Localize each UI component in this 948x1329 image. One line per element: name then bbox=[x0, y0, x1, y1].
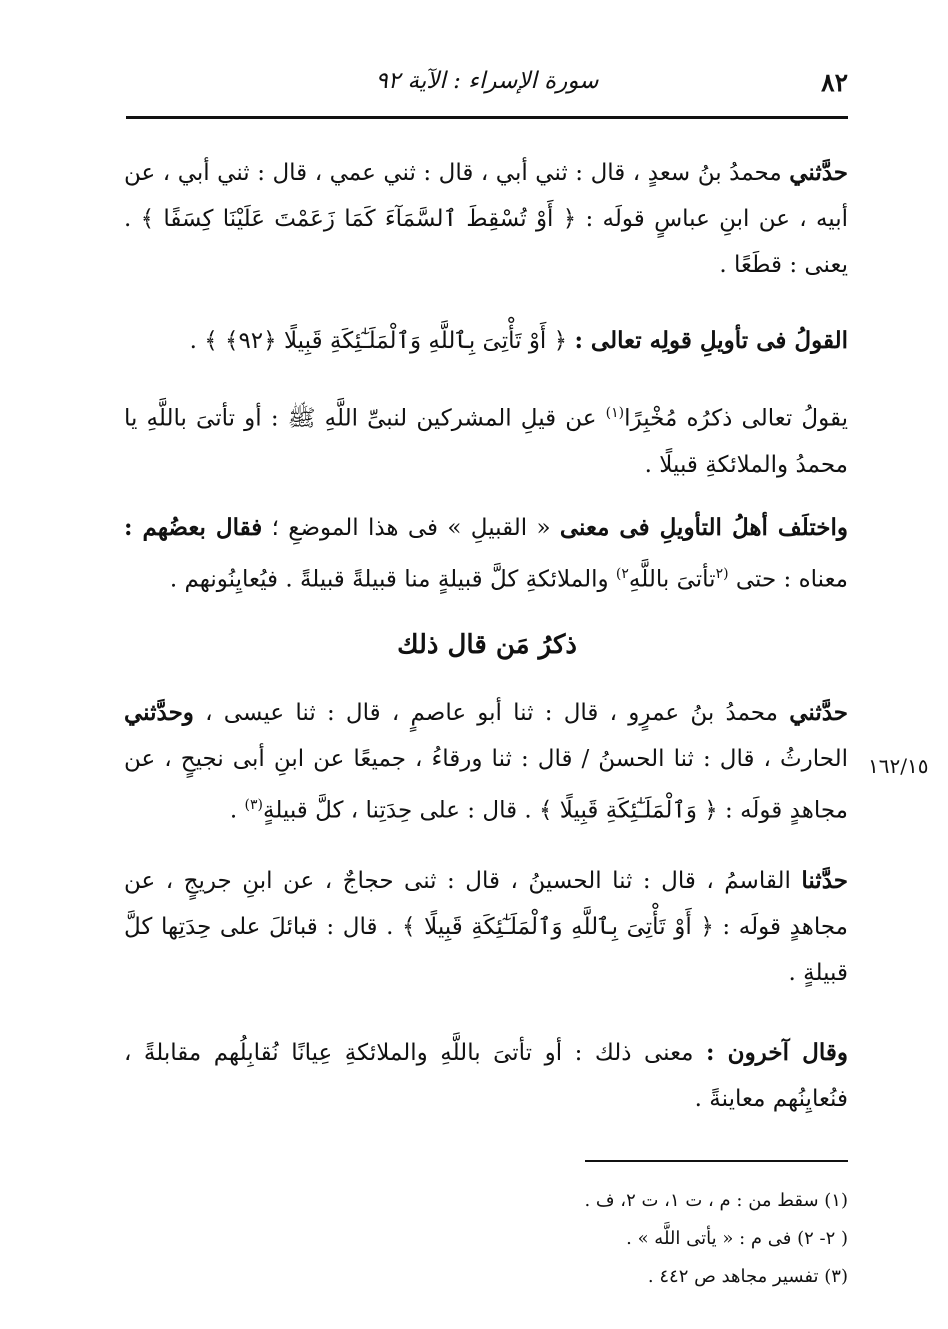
paragraph-3 bbox=[124, 390, 848, 488]
isnad-lead: حدَّثني bbox=[789, 159, 849, 186]
footnote-marker-open: (٢ bbox=[715, 566, 729, 582]
quran-verse: ﴿ وَٱلْمَلَـٰٓئِكَةِ قَبِيلًا ﴾ bbox=[539, 797, 718, 824]
paragraph-1 bbox=[124, 150, 848, 288]
margin-reference: ١٦٢/١٥ bbox=[868, 754, 929, 778]
paragraph-text: والملائكةِ كلَّ قبيلةٍ منا قبيلةً قبيلةً . فيُعايِنُونهم . bbox=[169, 566, 609, 593]
paragraph-text: الحارثُ ، قال : ثنا الحسنُ / قال : ثنا ورقاءُ ، جميعًا عن ابنِ أبى نجيحٍ ، عن مجاهدٍ قولَه : bbox=[124, 746, 848, 824]
footnote-marker: (٣) bbox=[244, 797, 263, 813]
paragraph-text: عن قيلِ المشركين لنبىِّ اللَّهِ ﷺ : أو تأتىَ باللَّهِ يا محمدُ والملائكةِ قبيلًا . bbox=[124, 405, 848, 478]
paragraph-text: تأتىَ باللَّهِ bbox=[628, 566, 716, 593]
paragraph-text: . bbox=[229, 797, 238, 824]
section-lead: القولُ فى تأويلِ قولِه تعالى : bbox=[574, 327, 848, 354]
footnote-marker: (١) bbox=[605, 405, 625, 421]
paragraph-2 bbox=[124, 318, 848, 364]
paragraph-text: يقولُ تعالى ذكرُه مُخْبِرًا bbox=[624, 405, 849, 432]
section-lead: واختلَف أهلُ التأويلِ فى معنى bbox=[559, 514, 848, 541]
paragraph-6 bbox=[124, 858, 848, 996]
isnad-lead: حدَّثنا bbox=[801, 867, 848, 894]
paragraph-4 bbox=[124, 505, 848, 603]
paragraph-text: معناه : حتى bbox=[735, 566, 848, 593]
section-lead-2: فقال بعضُهم : bbox=[124, 514, 263, 541]
footnote-1: (١) سقط من : م ، ت ١، ت ٢، ف . bbox=[584, 1190, 848, 1211]
paragraph-text: معنى ذلك : أو تأتىَ باللَّهِ والملائكةِ عِيانًا نُقابِلُهم مقابلةً ، فنُعايِنُهم معاينةً . bbox=[124, 1040, 848, 1112]
paragraph-text: . يعنى : قطَعًا . bbox=[124, 206, 848, 278]
paragraph-text: . قال : على حِدَتِنا ، كلَّ قبيلةٍ bbox=[262, 797, 532, 824]
footnote-marker-close: ٢) bbox=[615, 566, 629, 582]
paragraph-text: محمدُ بنُ عمرٍو ، قال : ثنا أبو عاصمٍ ، قال : ثنا عيسى ، bbox=[205, 700, 778, 726]
paragraph-text: « القبيلِ » فى هذا الموضعِ ؛ bbox=[271, 515, 551, 541]
footnote-3: (٣) تفسير مجاهد ص ٤٤٢ . bbox=[647, 1266, 848, 1287]
isnad-lead-2: وحدَّثني bbox=[124, 699, 194, 726]
paragraph-text: القاسمُ ، قال : ثنا الحسينُ ، قال : ثنى حجاجٌ ، عن ابنِ جريجٍ ، عن مجاهدٍ قولَه : bbox=[124, 868, 848, 940]
section-heading: ذكرُ مَن قال ذلك bbox=[397, 630, 577, 660]
footnote-2: ( ٢- ٢) فى م : « يأتى اللَّه » . bbox=[626, 1228, 848, 1249]
isnad-lead: حدَّثني bbox=[789, 699, 849, 726]
paragraph-7 bbox=[124, 1030, 848, 1122]
paragraph-text: محمدُ بنُ سعدٍ ، قال : ثني أبي ، قال : ثني عمي ، قال : ثني أبي ، عن أبيه ، عن ابنِ عباسٍ قولَه : bbox=[124, 160, 849, 232]
quran-verse: ﴿ أَوْ تُسْقِطَ ٱلسَّمَآءَ كَمَا زَعَمْتَ عَلَيْنَا كِسَفًا ﴾ bbox=[140, 206, 577, 232]
paragraph-text: . bbox=[189, 328, 197, 354]
section-lead: وقال آخرون : bbox=[706, 1039, 848, 1066]
footnote-divider bbox=[585, 1160, 848, 1162]
quran-verse: ﴿ أَوْ تَأْتِىَ بِٱللَّهِ وَٱلْمَلَـٰٓئِكَةِ قَبِيلًا ﴿٩٢﴾ ﴾ bbox=[204, 328, 568, 354]
paragraph-text: . قال : قبائلَ على حِدَتِها كلَّ قبيلةٍ . bbox=[124, 914, 848, 986]
paragraph-5 bbox=[124, 690, 848, 834]
page-header bbox=[126, 60, 848, 119]
quran-verse: ﴿ أَوْ تَأْتِىَ بِٱللَّهِ وَٱلْمَلَـٰٓئِكَةِ قَبِيلًا ﴾ bbox=[402, 914, 714, 940]
running-title: سورة الإسراء : الآية ٩٢ bbox=[375, 68, 599, 94]
page-number: ٨٢ bbox=[821, 68, 848, 97]
